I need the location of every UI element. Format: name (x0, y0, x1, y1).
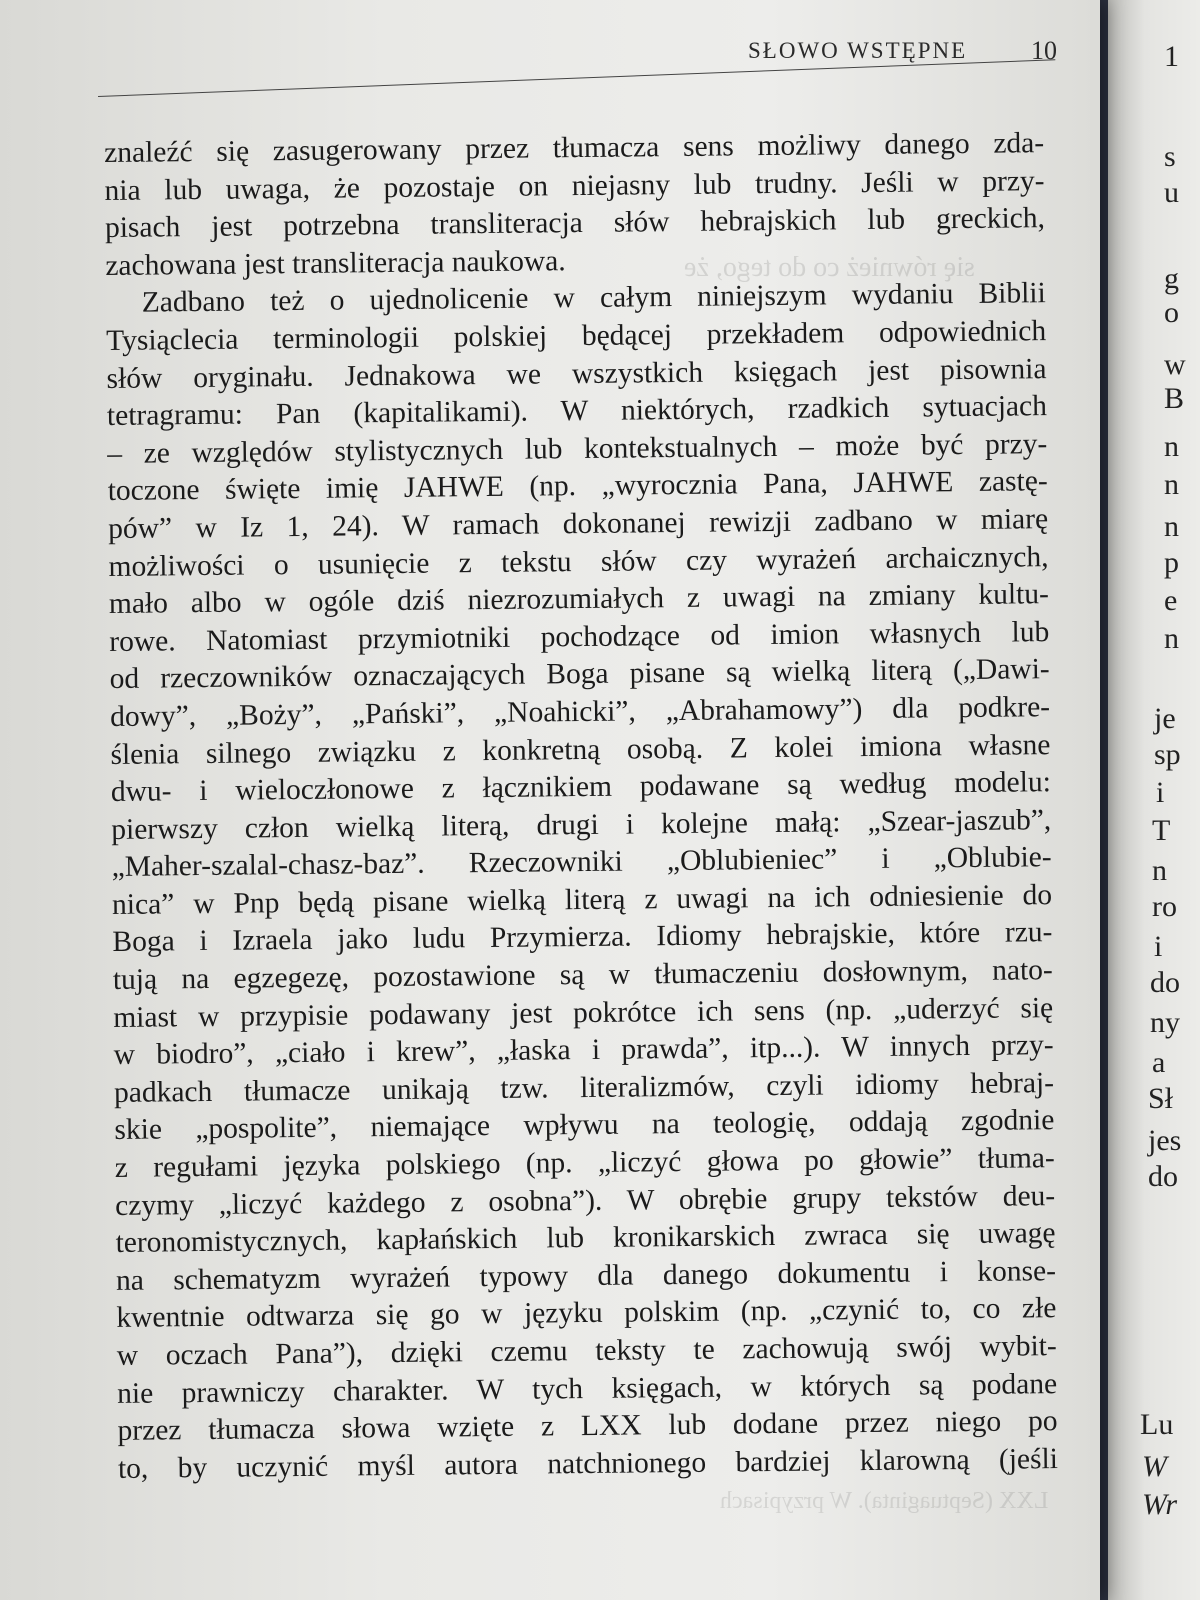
next-page-fragment: Lu (1140, 1408, 1174, 1441)
next-page-fragment: a (1152, 1046, 1166, 1079)
text-line: to, by uczynić myśl autora natchnionego bardziej klarowną (jeśli (117, 1442, 1059, 1485)
text-line: pisach jest potrzebna transliteracja słów hebrajskich lub greckich, (104, 202, 1046, 245)
text-line: w oczach Pana”), dzięki czemu teksty te zachowują swój wybit- (116, 1330, 1057, 1372)
text-line: rowe. Natomiast przymiotniki pochodzące od imion własnych lub (109, 615, 1050, 658)
next-page-fragment: n (1164, 510, 1179, 543)
next-page-fragment: T (1152, 814, 1171, 847)
next-page-fragment: n (1164, 430, 1179, 463)
next-page-edge (1108, 0, 1200, 1600)
text-line: toczone święte imię JAHWE (np. „wyrocznia Pana, JAHWE zastę- (107, 465, 1048, 508)
text-line: dwu- i wieloczłonowe z łącznikiem podawane są według modelu: (110, 766, 1051, 809)
next-page-fragment: ny (1150, 1006, 1180, 1039)
text-line: dowy”, „Boży”, „Pański”, „Noahicki”, „Abrahamowy”) dla podkre- (109, 691, 1051, 733)
text-line: padkach tłumacze unikają tzw. literalizmów, czyli idiomy hebraj- (113, 1066, 1055, 1109)
next-page-fragment: g (1164, 262, 1179, 295)
text-line: Zadbano też o ujednolicenie w całym niniejszym wydaniu Biblii (141, 277, 1046, 319)
text-line: w biodro”, „ciało i krew”, „łaska i prawda”, itp...). W innych przy- (113, 1029, 1054, 1072)
text-line: tetragramu: Pan (kapitalikami). W niektórych, rzadkich sytuacjach (106, 390, 1048, 433)
text-line: możliwości o usunięcie z tekstu słów czy wyrażeń archaicznych, (108, 540, 1049, 583)
text-line: pierwszy człon wielką literą, drugi i kolejne małą: „Szear-jaszub”, (111, 803, 1052, 846)
next-page-fragment: jes (1148, 1124, 1182, 1157)
text-line: nie prawniczy charakter. W tych księgach, w których są podane (117, 1367, 1058, 1410)
bleed-through-text-bottom: LXX (Septuaginta). W przypisach (720, 1488, 1049, 1514)
text-line: słów oryginału. Jednakowa we wszystkich księgach jest pisownia (106, 352, 1047, 395)
text-line: ślenia silnego związku z konkretną osobą. Z kolei imiona własne (110, 728, 1051, 771)
text-line: Tysiąclecia terminologii polskiej będącej przekładem odpowiednich (105, 315, 1047, 357)
next-page-fragment: w (1164, 348, 1186, 381)
page-number: 10 (1031, 36, 1057, 65)
text-line: pów” w Iz 1, 24). W ramach dokonanej rewizji zadbano w miarę (107, 503, 1049, 545)
next-page-fragment: Sł (1148, 1082, 1174, 1115)
next-page-fragment: e (1164, 584, 1178, 617)
body-text (104, 125, 1058, 1488)
text-line: zachowana jest transliteracja naukowa. (105, 244, 566, 282)
text-line: nica” w Pnp będą pisane wielką literą z uwagi na ich odniesienie do (111, 878, 1053, 921)
text-line: na schematyzm wyrażeń typowy dla danego dokumentu i konse- (115, 1254, 1057, 1297)
text-line: – ze względów stylistycznych lub kontekstualnych – może być przy- (107, 427, 1048, 470)
text-line: mało albo w ogóle dziś niezrozumiałych z uwagi na zmiany kultu- (108, 578, 1050, 621)
text-line: z regułami języka polskiego (np. „liczyć głowa po głowie” tłuma- (114, 1142, 1055, 1184)
text-line: przez tłumacza słowa wzięte z LXX lub dodane przez niego po (117, 1405, 1058, 1448)
next-page-fragment: do (1150, 966, 1180, 999)
text-line: nia lub uwaga, że pozostaje on niejasny lub trudny. Jeśli w przy- (104, 164, 1045, 207)
next-page-fragment: Wr (1142, 1488, 1178, 1521)
next-page-fragment: sp (1154, 738, 1181, 771)
text-line: Boga i Izraela jako ludu Przymierza. Idiomy hebrajskie, które rzu- (112, 916, 1053, 959)
next-page-fragment: n (1152, 854, 1167, 887)
next-page-fragment: i (1156, 776, 1165, 809)
next-page-fragment: W (1142, 1450, 1167, 1483)
text-line: od rzeczowników oznaczających Boga pisane są wielką literą („Dawi- (109, 653, 1050, 696)
next-page-fragment: je (1154, 702, 1176, 735)
text-line: „Maher-szalal-chasz-baz”. Rzeczowniki „Oblubieniec” i „Oblubie- (111, 841, 1052, 884)
next-page-fragment: ro (1152, 890, 1177, 923)
text-line: skie „pospolite”, niemające wpływu na teologię, oddają zgodnie (114, 1104, 1055, 1147)
running-title: SŁOWO WSTĘPNE (748, 38, 968, 63)
next-page-fragment: p (1164, 546, 1179, 579)
text-line: znaleźć się zasugerowany przez tłumacza sens możliwy danego zda- (104, 127, 1045, 169)
next-page-fragment: o (1164, 296, 1179, 329)
next-page-fragment: B (1164, 382, 1185, 415)
text-line: czymy „liczyć każdego z osobna”). W obrębie grupy tekstów deu- (115, 1179, 1056, 1222)
text-line: tują na egzegezę, pozostawione są w tłumaczeniu dosłownym, nato- (112, 954, 1053, 997)
bleed-through-text-top: się również co do tego, że (684, 252, 975, 283)
next-page-fragment: 1 (1164, 40, 1179, 73)
text-line: teronomistycznych, kapłańskich lub kronikarskich zwraca się uwagę (115, 1217, 1056, 1260)
next-page-fragment: do (1148, 1160, 1178, 1193)
text-line: miast w przypisie podawany jest pokrótce ich sens (np. „uderzyć się (113, 991, 1054, 1034)
header-rule (98, 59, 1055, 97)
next-page-fragment: s (1164, 140, 1176, 173)
next-page-fragment: i (1154, 930, 1163, 963)
next-page-fragment: n (1164, 468, 1179, 501)
text-line: kwentnie odtwarza się go w języku polskim (np. „czynić to, co złe (116, 1292, 1057, 1335)
next-page-fragment: u (1164, 176, 1179, 209)
next-page-fragment: n (1164, 622, 1179, 655)
